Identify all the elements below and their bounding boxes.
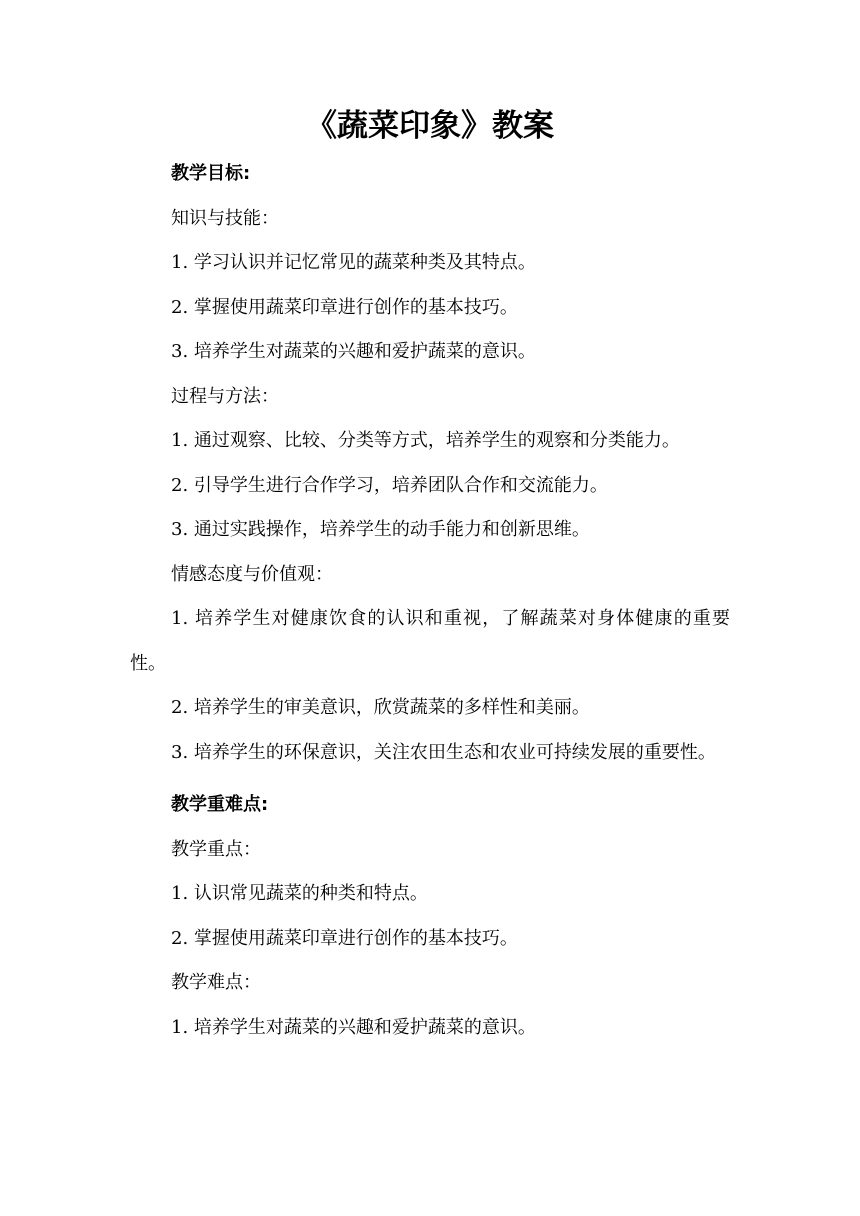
list-item: 2. 培养学生的审美意识，欣赏蔬菜的多样性和美丽。 [171,697,590,718]
page-title: 《蔬菜印象》教案 [306,108,554,144]
list-item: 1. 培养学生对蔬菜的兴趣和爱护蔬菜的意识。 [171,1016,536,1038]
list-item: 2. 掌握使用蔬菜印章进行创作的基本技巧。 [171,927,518,949]
section-heading-objectives: 教学目标: [171,163,251,184]
list-item: 1. 培养学生对健康饮食的认识和重视，了解蔬菜对身体健康的重要性。 [130,608,730,674]
list-item: 3. 培养学生的环保意识，关注农田生态和农业可持续发展的重要性。 [171,741,716,763]
list-item: 2. 掌握使用蔬菜印章进行创作的基本技巧。 [171,296,518,318]
list-item: 1. 学习认识并记忆常见的蔬菜种类及其特点。 [171,252,536,273]
list-item: 3. 培养学生对蔬菜的兴趣和爱护蔬菜的意识。 [171,341,536,362]
subsection-label-focus: 教学重点： [171,838,261,860]
section-heading-key-points: 教学重难点: [171,794,269,815]
document-body [130,152,730,1050]
subsection-label-process: 过程与方法： [171,385,279,407]
list-item: 1. 通过观察、比较、分类等方式，培养学生的观察和分类能力。 [171,430,680,451]
list-item: 2. 引导学生进行合作学习，培养团队合作和交流能力。 [171,474,608,496]
subsection-label-emotion: 情感态度与价值观： [171,563,333,585]
list-item: 3. 通过实践操作，培养学生的动手能力和创新思维。 [171,519,590,540]
subsection-label-knowledge: 知识与技能： [171,207,279,229]
subsection-label-difficulty: 教学难点： [171,972,261,993]
list-item: 1. 认识常见蔬菜的种类和特点。 [171,883,428,904]
